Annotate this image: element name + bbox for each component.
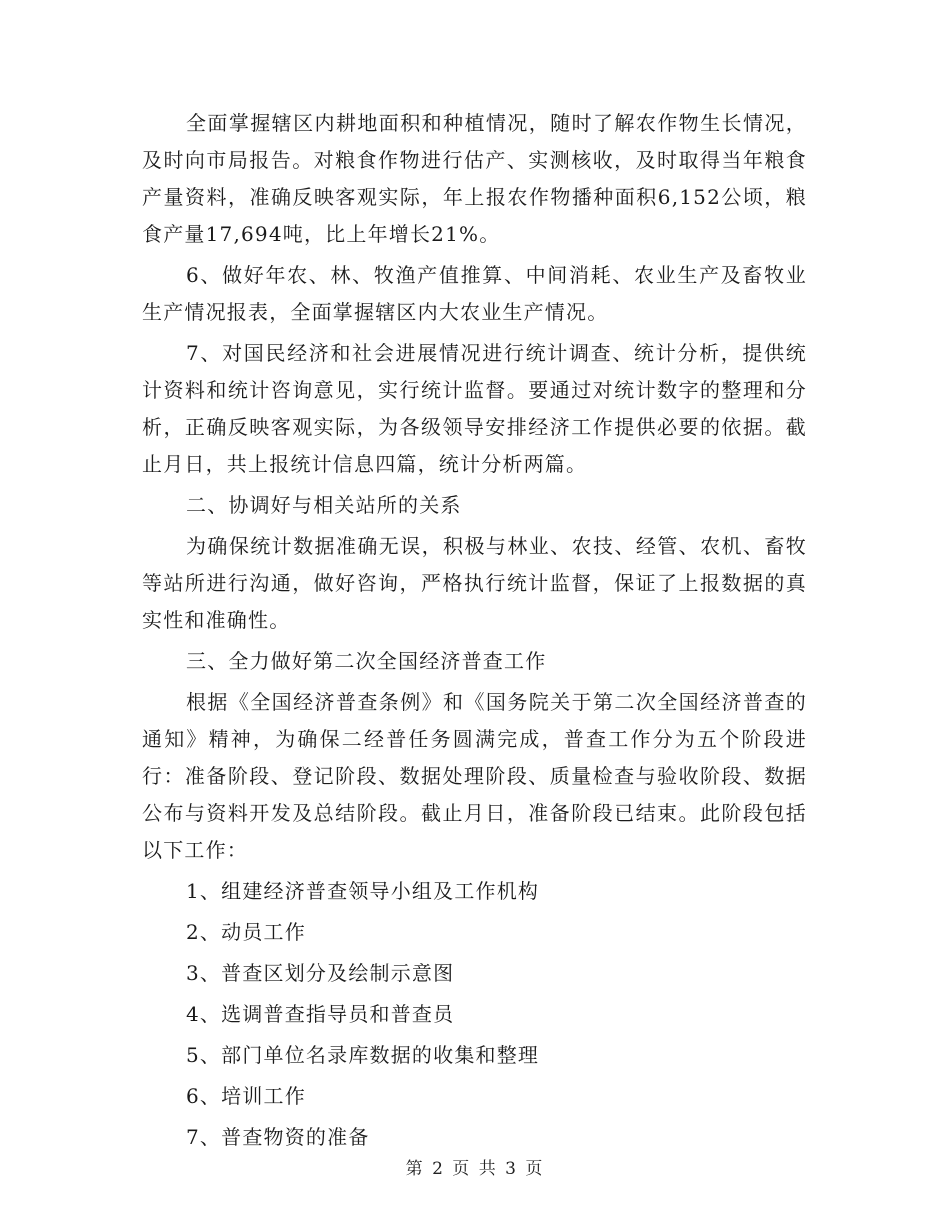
list-item: 6、培训工作 — [186, 1084, 306, 1108]
paragraph-item-6: 6、做好年农、林、牧渔产值推算、中间消耗、农业生产及畜牧业生产情况报表，全面掌握辖区内大农业生产情况。 — [142, 263, 807, 324]
list-item: 1、组建经济普查领导小组及工作机构 — [186, 879, 540, 903]
section-heading-census: 三、全力做好第二次全国经济普查工作 — [186, 649, 547, 673]
paragraph-census: 根据《全国经济普查条例》和《国务院关于第二次全国经济普查的通知》精神，为确保二经普任务圆满完成，普查工作分为五个阶段进行：准备阶段、登记阶段、数据处理阶段、质量检查与验收阶段、数据公布与资料开发及总结阶段。截止月日，准备阶段已结束。此阶段包括以下工作： — [142, 690, 807, 862]
list-item: 5、部门单位名录库数据的收集和整理 — [186, 1043, 540, 1067]
paragraph-harvest-report: 全面掌握辖区内耕地面积和种植情况，随时了解农作物生长情况，及时向市局报告。对粮食作物进行估产、实测核收，及时取得当年粮食产量资料，准确反映客观实际，年上报农作物播种面积6,152公顷，粮食产量17,694吨，比上年增长21%。 — [142, 111, 807, 246]
section-heading-coordination: 二、协调好与相关站所的关系 — [186, 493, 462, 517]
list-item: 2、动员工作 — [186, 920, 306, 944]
document-body — [142, 105, 807, 1160]
list-item: 7、普查物资的准备 — [186, 1125, 370, 1149]
list-item: 4、选调普查指导员和普查员 — [186, 1002, 455, 1026]
page-number-footer: 第 2 页 共 3 页 — [405, 1159, 545, 1179]
paragraph-item-7: 7、对国民经济和社会进展情况进行统计调查、统计分析，提供统计资料和统计咨询意见，实行统计监督。要通过对统计数字的整理和分析，正确反映客观实际，为各级领导安排经济工作提供必要的依据。截止月日，共上报统计信息四篇，统计分析两篇。 — [142, 341, 807, 476]
list-item: 3、普查区划分及绘制示意图 — [186, 961, 455, 985]
paragraph-coordination: 为确保统计数据准确无误，积极与林业、农技、经管、农机、畜牧等站所进行沟通，做好咨询，严格执行统计监督，保证了上报数据的真实性和准确性。 — [142, 534, 807, 632]
